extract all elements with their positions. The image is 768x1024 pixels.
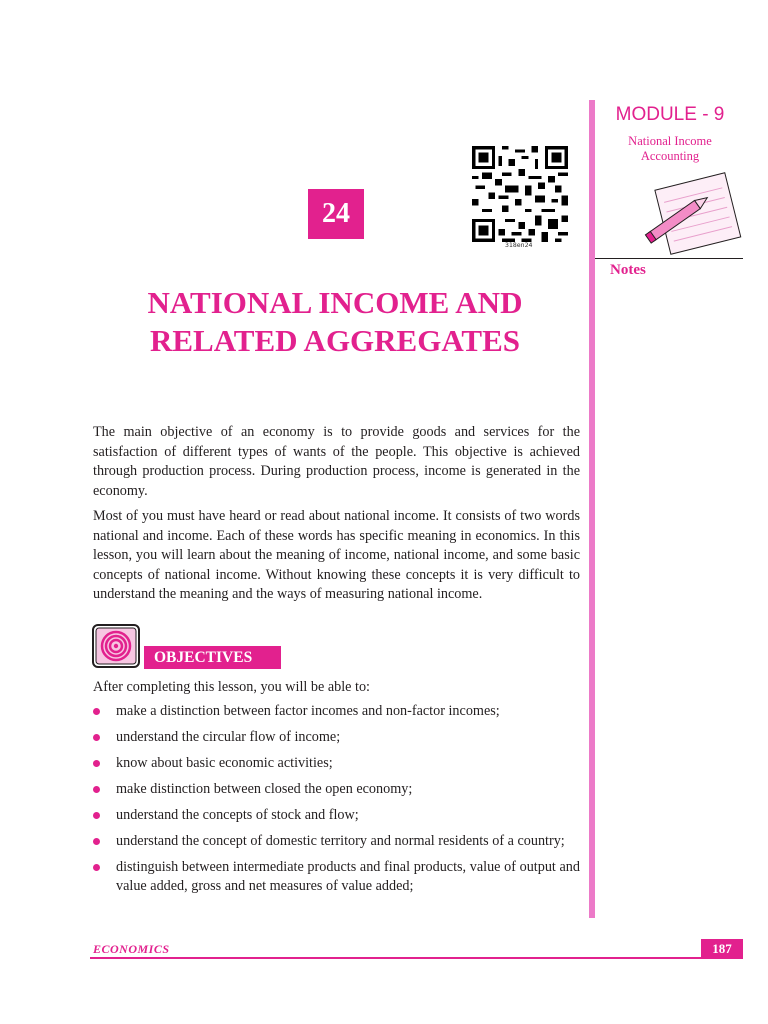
module-subtitle-line2: Accounting xyxy=(640,149,700,163)
objective-text: distinguish between intermediate products and final products, value of output and value added, gross and net measures of value added; xyxy=(116,859,580,894)
bullet-icon xyxy=(93,708,100,715)
title-line1: NATIONAL INCOME AND xyxy=(147,285,523,320)
module-subtitle-line1: National Income xyxy=(628,134,712,148)
bullet-icon xyxy=(93,760,100,767)
objective-text: understand the concepts of stock and flow; xyxy=(116,807,359,823)
objectives-target-icon xyxy=(92,624,140,668)
bullet-icon xyxy=(93,838,100,845)
objective-text: make a distinction between factor incomes and non-factor incomes; xyxy=(116,703,500,719)
list-item xyxy=(93,780,580,799)
qr-code-icon xyxy=(472,146,568,242)
notes-label: Notes xyxy=(610,262,646,278)
title-line2: RELATED AGGREGATES xyxy=(149,323,521,358)
bullet-icon xyxy=(93,734,100,741)
qr-code-label: 318en24 xyxy=(505,241,533,249)
footer-divider xyxy=(90,957,743,959)
page-number: 187 xyxy=(701,939,743,959)
list-item xyxy=(93,858,580,895)
objectives-heading: OBJECTIVES xyxy=(144,646,281,669)
list-item xyxy=(93,702,580,721)
objectives-list xyxy=(93,702,580,903)
objective-text: know about basic economic activities; xyxy=(116,755,333,771)
list-item xyxy=(93,728,580,747)
chapter-number: 24 xyxy=(308,189,364,239)
page-title xyxy=(95,284,575,360)
objective-text: understand the concept of domestic territory and normal residents of a country; xyxy=(116,833,565,849)
bullet-icon xyxy=(93,786,100,793)
margin-bar xyxy=(589,100,595,918)
notes-divider xyxy=(595,258,743,259)
bullet-icon xyxy=(93,864,100,871)
module-subtitle xyxy=(600,134,740,164)
bullet-icon xyxy=(93,812,100,819)
list-item xyxy=(93,806,580,825)
list-item xyxy=(93,754,580,773)
objective-text: understand the circular flow of income; xyxy=(116,729,341,745)
objectives-intro: After completing this lesson, you will be able to: xyxy=(93,679,371,695)
intro-paragraph-2: Most of you must have heard or read about national income. It consists of two words national and income. Each of these words has specific meaning in economics. In this lesson, you will learn about the meaning of income, national income, and some basic concepts of national income. Without knowing these concepts it is very difficult to understand the meaning and the ways of measuring national income. xyxy=(93,508,580,602)
notes-pencil-icon xyxy=(640,168,748,260)
module-title: MODULE - 9 xyxy=(615,104,725,125)
list-item xyxy=(93,832,580,851)
footer-subject: ECONOMICS xyxy=(93,942,170,956)
intro-paragraph-1: The main objective of an economy is to provide goods and services for the satisfaction of different types of wants of the people. This objective is achieved through production process. During production process, income is generated in the economy. xyxy=(93,424,580,499)
objective-text: make distinction between closed the open economy; xyxy=(116,781,413,797)
